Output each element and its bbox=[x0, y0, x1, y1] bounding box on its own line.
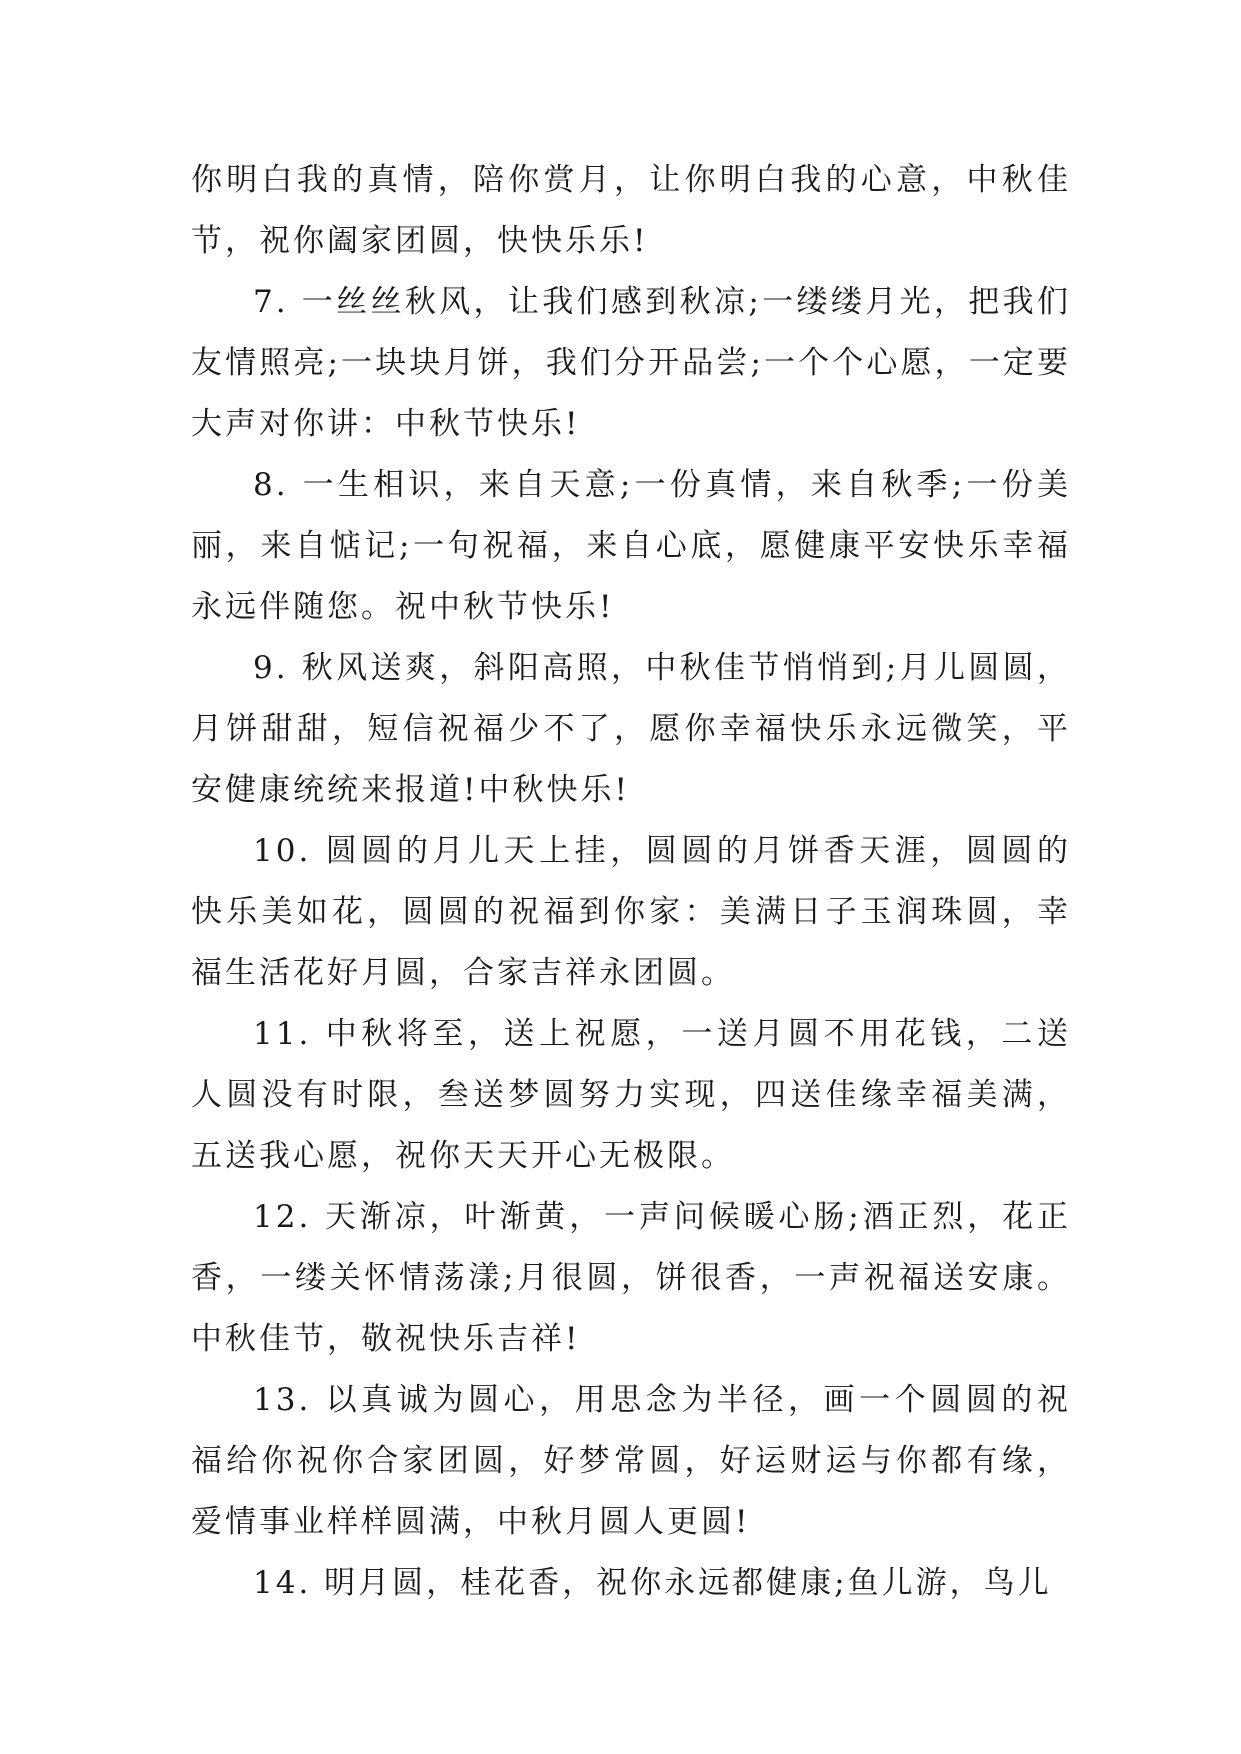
paragraph-continuation: 你明白我的真情，陪你赏月，让你明白我的心意，中秋佳节，祝你阖家团圆，快快乐乐! bbox=[191, 162, 1071, 259]
paragraph-item-13: 13. 以真诚为圆心，用思念为半径，画一个圆圆的祝福给你祝你合家团圆，好梦常圆，好运财运与你都有缘，爱情事业样样圆满，中秋月圆人更圆! bbox=[191, 1382, 1071, 1540]
paragraph-item-11: 11. 中秋将至，送上祝愿，一送月圆不用花钱，二送人圆没有时限，叁送梦圆努力实现，四送佳缘幸福美满，五送我心愿，祝你天天开心无极限。 bbox=[191, 1016, 1071, 1174]
document-body bbox=[191, 150, 1071, 1614]
paragraph-item-9: 9. 秋风送爽，斜阳高照，中秋佳节悄悄到;月儿圆圆，月饼甜甜，短信祝福少不了，愿你幸福快乐永远微笑，平安健康统统来报道!中秋快乐! bbox=[191, 650, 1071, 808]
paragraph-item-10: 10. 圆圆的月儿天上挂，圆圆的月饼香天涯，圆圆的快乐美如花，圆圆的祝福到你家：美满日子玉润珠圆，幸福生活花好月圆，合家吉祥永团圆。 bbox=[191, 833, 1071, 991]
paragraph-item-8: 8. 一生相识，来自天意;一份真情，来自秋季;一份美丽，来自惦记;一句祝福，来自心底，愿健康平安快乐幸福永远伴随您。祝中秋节快乐! bbox=[191, 467, 1071, 625]
paragraph-item-7: 7. 一丝丝秋风，让我们感到秋凉;一缕缕月光，把我们友情照亮;一块块月饼，我们分开品尝;一个个心愿，一定要大声对你讲：中秋节快乐! bbox=[191, 284, 1071, 442]
paragraph-item-12: 12. 天渐凉，叶渐黄，一声问候暖心肠;酒正烈，花正香，一缕关怀情荡漾;月很圆，饼很香，一声祝福送安康。中秋佳节，敬祝快乐吉祥! bbox=[191, 1199, 1071, 1357]
paragraph-item-14: 14. 明月圆，桂花香，祝你永远都健康;鱼儿游，鸟儿 bbox=[253, 1565, 1052, 1601]
